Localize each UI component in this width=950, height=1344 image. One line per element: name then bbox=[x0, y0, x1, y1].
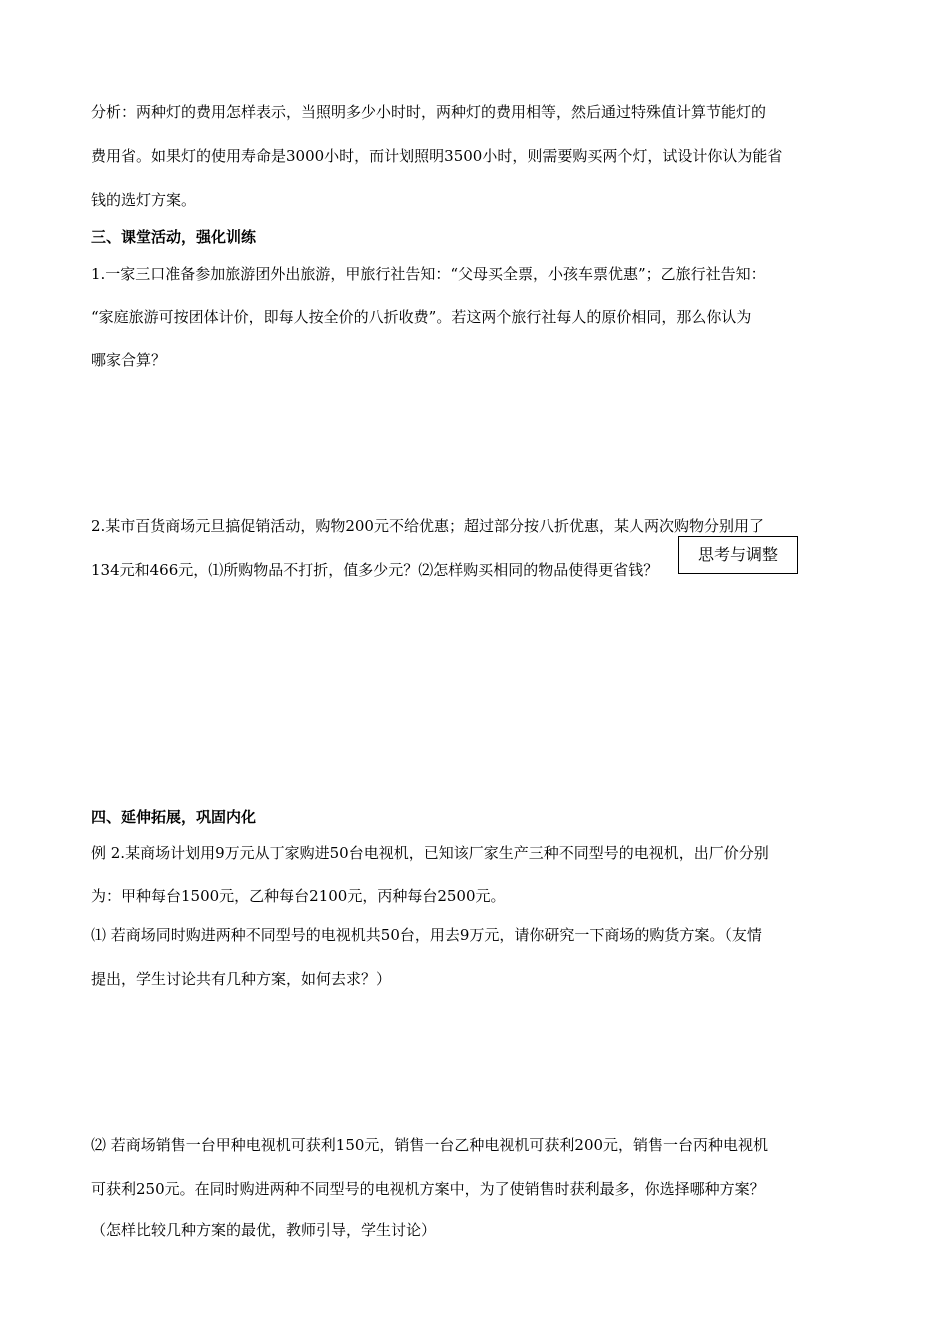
part-1-line-2: 提出，学生讨论共有几种方案，如何去求？） bbox=[91, 970, 392, 988]
reflection-callout-box: 思考与调整 bbox=[678, 536, 798, 574]
question-2-line-1: 2.某市百货商场元旦搞促销活动，购物200元不给优惠；超过部分按八折优惠，某人两次购物分别用了 bbox=[91, 517, 764, 535]
example-2-line-1: 例 2.某商场计划用9万元从丁家购进50台电视机，已知该厂家生产三种不同型号的电视机，出厂价分别 bbox=[91, 844, 769, 862]
question-2-line-2: 134元和466元，⑴所购物品不打折，值多少元？⑵怎样购买相同的物品使得更省钱？ bbox=[91, 561, 659, 579]
section-4-heading: 四、延伸拓展，巩固内化 bbox=[91, 808, 257, 826]
question-1-line-1: 1.一家三口准备参加旅游团外出旅游，甲旅行社告知：“父母买全票，小孩车票优惠”；乙旅行社告知： bbox=[91, 265, 766, 283]
example-2-line-2: 为：甲种每台1500元，乙种每台2100元，丙种每台2500元。 bbox=[91, 887, 506, 905]
question-1-line-2: “家庭旅游可按团体计价，即每人按全价的八折收费”。若这两个旅行社每人的原价相同，那么你认为 bbox=[91, 308, 752, 326]
part-1-line-1: ⑴ 若商场同时购进两种不同型号的电视机共50台，用去9万元，请你研究一下商场的购货方案。（友情 bbox=[91, 926, 762, 944]
part-2-line-3: （怎样比较几种方案的最优，教师引导，学生讨论） bbox=[91, 1221, 437, 1239]
analysis-line-2: 费用省。如果灯的使用寿命是3000小时，而计划照明3500小时，则需要购买两个灯，试设计你认为能省 bbox=[91, 147, 783, 165]
analysis-line-3: 钱的选灯方案。 bbox=[91, 191, 197, 209]
part-2-line-1: ⑵ 若商场销售一台甲种电视机可获利150元，销售一台乙种电视机可获利200元，销售一台丙种电视机 bbox=[91, 1136, 769, 1154]
question-1-line-3: 哪家合算？ bbox=[91, 351, 167, 369]
part-2-line-2: 可获利250元。在同时购进两种不同型号的电视机方案中，为了使销售时获利最多，你选择哪种方案？ bbox=[91, 1180, 765, 1198]
analysis-line-1: 分析：两种灯的费用怎样表示，当照明多少小时时，两种灯的费用相等，然后通过特殊值计算节能灯的 bbox=[91, 103, 767, 121]
section-3-heading: 三、课堂活动，强化训练 bbox=[91, 228, 257, 246]
